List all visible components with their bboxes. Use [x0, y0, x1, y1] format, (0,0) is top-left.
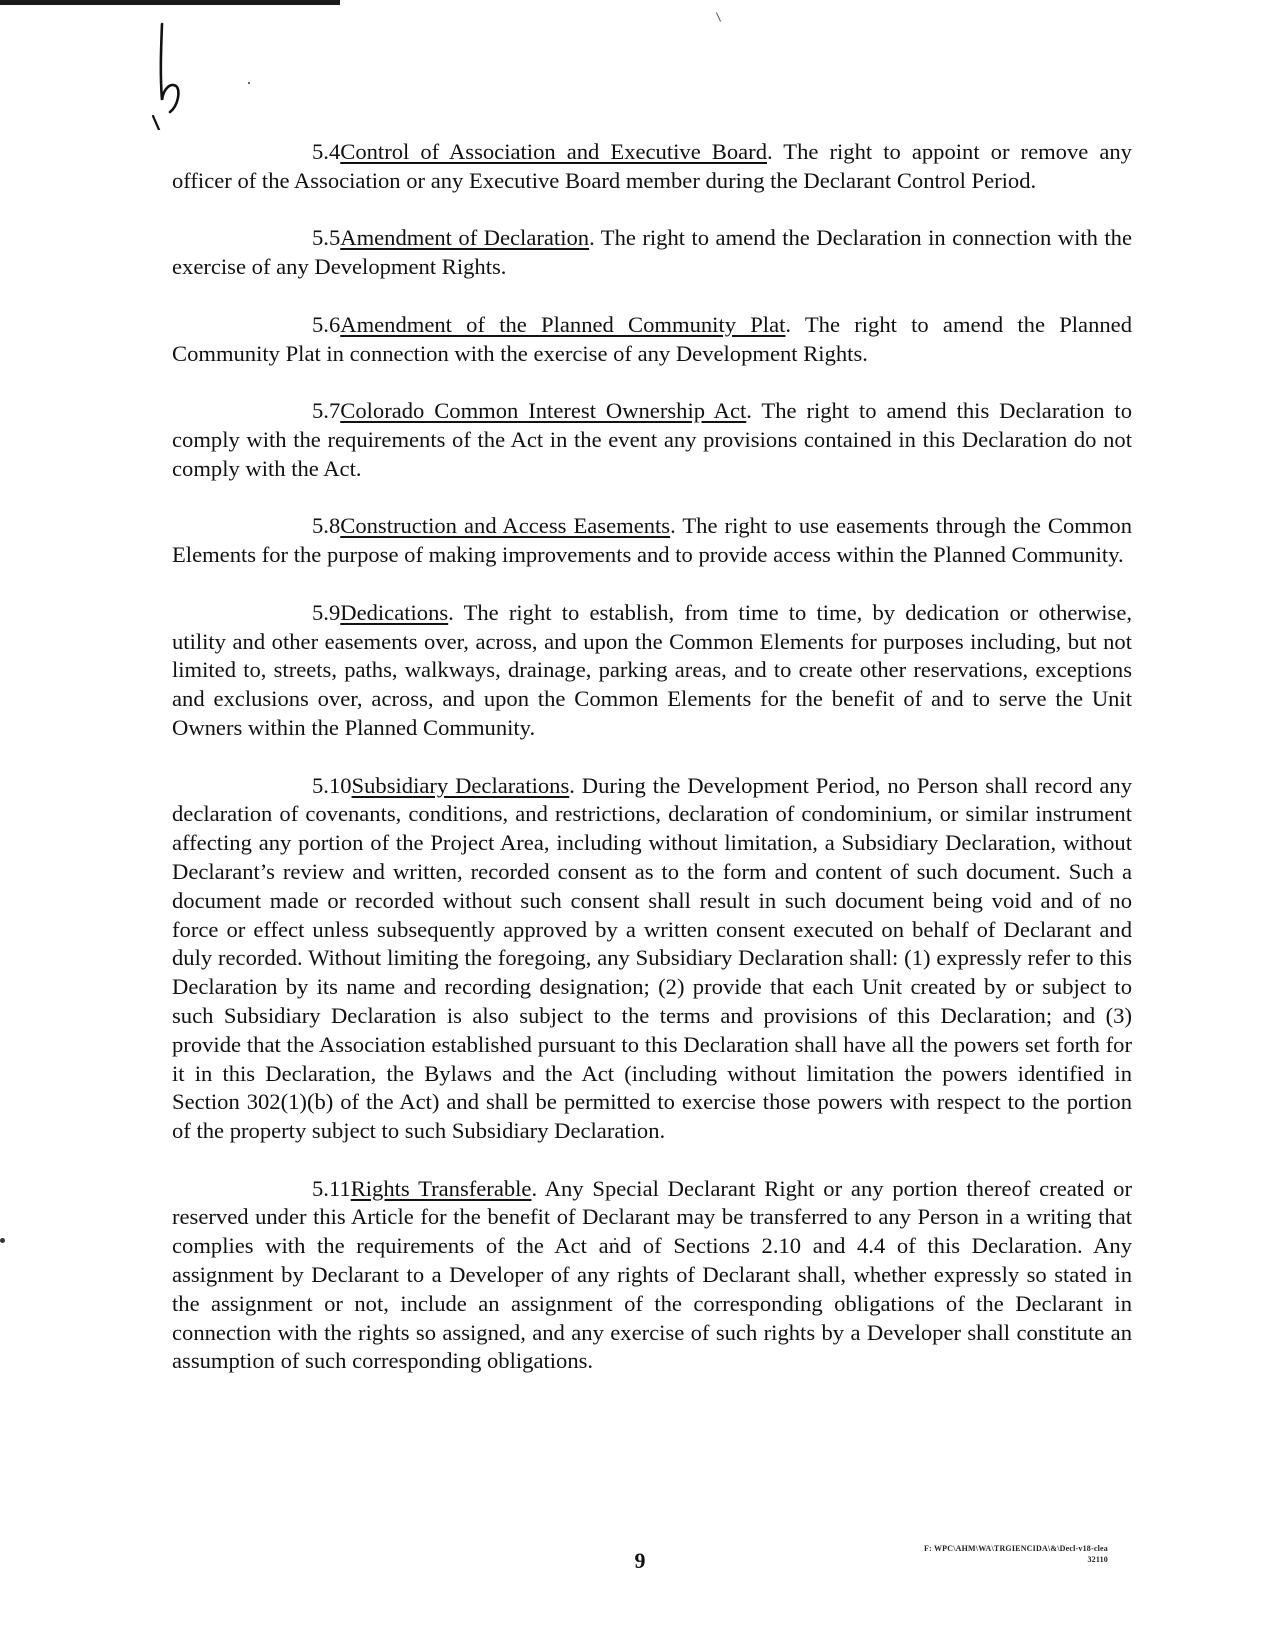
section-heading: Subsidiary Declarations [351, 772, 570, 798]
section-text: . The right to amend the Planned Community Plat in connection with the exercise of any Development Rights. [172, 311, 1132, 366]
scan-speck [248, 82, 250, 84]
handwritten-mark [150, 20, 200, 130]
section-5-7 [172, 397, 1132, 483]
section-number: 5.4 [312, 139, 341, 164]
file-path: F: WPC\AHM\WA\TRGIENCIDA\&\Decl-v18-clea [923, 1544, 1108, 1553]
section-text: . The right to establish, from time to time, by dedication or otherwise, utility and other easements over, across, and upon the Common Elements for purposes including, but not limited to, streets, paths, walkways, drainage, parking areas, and to create other reservations, exceptions and exclusions over, across, and upon the Common Elements for the benefit of and to serve the Unit Owners within the Planned Community. [172, 599, 1132, 740]
section-text: . The right to use easements through the Common Elements for the purpose of making improvements and to provide access within the Planned Community. [172, 513, 1132, 568]
section-5-4 [172, 138, 1132, 196]
section-5-11 [172, 1175, 1132, 1377]
scan-speck [716, 12, 721, 21]
scan-edge-mark [0, 0, 340, 5]
section-heading: Dedications [340, 599, 449, 625]
section-heading: Colorado Common Interest Ownership Act [340, 398, 747, 424]
section-number: 5.8 [312, 513, 341, 539]
section-5-10 [172, 772, 1132, 1146]
file-code: 32110 [1087, 1555, 1108, 1564]
section-number: 5.7 [312, 398, 341, 424]
section-text: . The right to amend the Declaration in connection with the exercise of any Development Rights. [172, 225, 1132, 280]
section-5-9 [172, 599, 1132, 743]
section-text: . Any Special Declarant Right or any portion thereof created or reserved under this Article for the benefit of Declarant may be transferred to any Person in a writing that complies with the requirements of the Act and of Sections 2.10 and 4.4 of this Declaration. Any assignment by Declarant to a Developer of any rights of Declarant shall, whether expressly so stated in the assignment or not, include an assignment of the corresponding obligations of the Declarant in connection with the rights so assigned, and any exercise of such rights by a Developer shall constitute an assumption of such corresponding obligations. [172, 1175, 1132, 1374]
section-number: 5.5 [312, 225, 341, 251]
section-text: . The right to amend this Declaration to comply with the requirements of the Act in the event any provisions contained in this Declaration do not comply with the Act. [172, 398, 1132, 481]
section-5-6 [172, 311, 1132, 369]
document-body [172, 138, 1132, 1405]
section-heading: Amendment of the Planned Community Plat [340, 311, 786, 337]
section-heading: Amendment of Declaration [340, 225, 590, 251]
section-number: 5.11 [312, 1175, 351, 1201]
section-number: 5.9 [312, 599, 341, 625]
section-text: . During the Development Period, no Person shall record any declaration of covenants, conditions, and restrictions, declaration of condominium, or similar instrument affecting any portion of the Project Area, including without limitation, a Subsidiary Declaration, without Declarant’s review and written, recorded consent as to the form and content of such document. Such a document made or recorded without such consent shall result in such document being void and of no force or effect unless subsequently approved by a written consent executed on behalf of Declarant and duly recorded. Without limiting the foregoing, any Subsidiary Declaration shall: (1) expressly refer to this Declaration by its name and recording designation; (2) provide that each Unit created by or subject to such Subsidiary Declaration is also subject to the terms and provisions of this Declaration; and (3) provide that the Association established pursuant to this Declaration shall have all the powers set forth for it in this Declaration, the Bylaws and the Act (including without limitation the powers identified in Section 302(1)(b) of the Act) and shall be permitted to exercise those powers with respect to the portion of the property subject to such Subsidiary Declaration. [172, 772, 1132, 1144]
section-number: 5.6 [312, 311, 341, 337]
section-heading: Construction and Access Easements [340, 513, 671, 539]
scan-speck [0, 1238, 5, 1243]
section-text: . The right to appoint or remove any officer of the Association or any Executive Board member during the Declarant Control Period. [172, 139, 1132, 193]
section-number: 5.10 [312, 772, 352, 798]
section-heading: Control of Association and Executive Board [340, 139, 767, 164]
section-heading: Rights Transferable [350, 1175, 532, 1201]
section-5-8 [172, 512, 1132, 570]
section-5-5 [172, 224, 1132, 282]
page-number: 9 [634, 1548, 646, 1573]
